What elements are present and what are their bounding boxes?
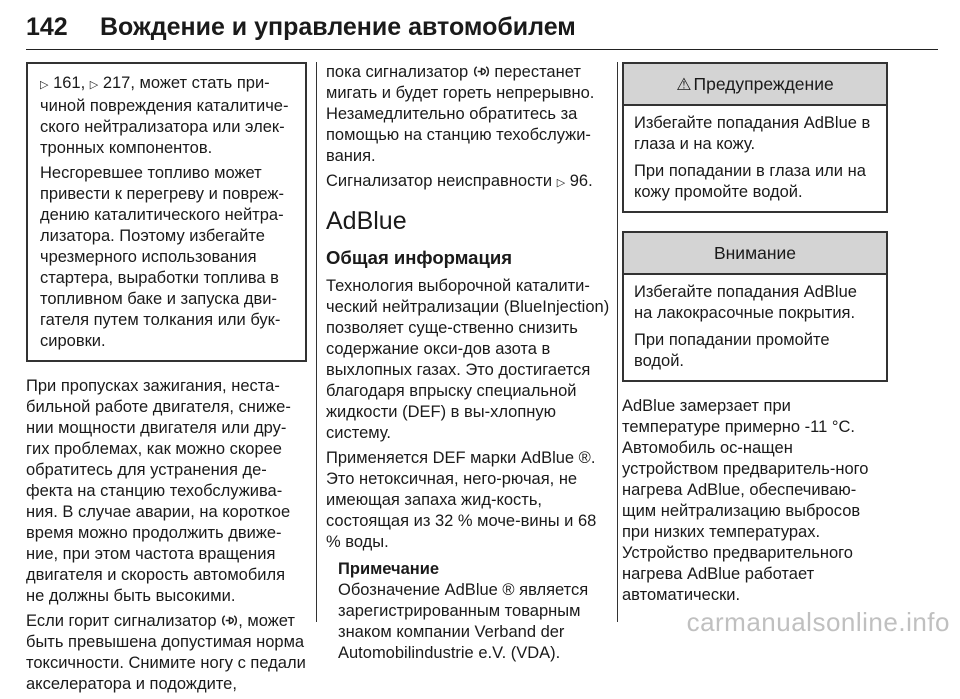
scr-paragraph: Технология выборочной каталити-ческий нейтрализации (BlueInjection) позволяет суще-ственно снизить содержание окси-дов азота в выхлопных газах. Это достигается благодаря впрыску специальной жидкости (DEF) в вы-хлопную систему.: [326, 277, 610, 442]
column-3: [622, 62, 888, 610]
misfire-paragraph: При пропусках зажигания, неста-бильной работе двигателя, сниже-нии мощности двигателя или дру-гих проблемах, как можно скорее обратитесь для устранения де-фекта на станцию техобслужива-ния. В случае аварии, на короткое время можно продолжить движе-ние, при этом частота вращения двигателя и скорость автомобиля не должны быть высокими.: [26, 377, 291, 605]
page-ref-arrow-icon: ▷: [89, 79, 99, 91]
lamp-continue-paragraph: [326, 62, 612, 167]
note-text: Обозначение AdBlue ® является зарегистрированным товарным знаком компании Verband der Automobilindustrie e.V. (VDA).: [338, 581, 589, 662]
box-ref-1: 161,: [53, 74, 90, 92]
continued-warning-box: [26, 62, 307, 362]
warning-box: [622, 62, 888, 213]
page-ref-arrow-icon: ▷: [40, 79, 49, 91]
malfunction-lamp-ref: [326, 171, 612, 194]
column-divider-2: [617, 62, 618, 622]
column-divider-1: [316, 62, 317, 622]
caution-box: [622, 231, 888, 382]
caution-text-1: Избегайте попадания AdBlue на лакокрасочные покрытия.: [634, 283, 857, 322]
lamp-paragraph-end: , может быть превышена допустимая норма токсичности. Снимите ногу с педали акселератора и подождите,: [26, 612, 306, 693]
warning-text-2: При попадании в глаза или на кожу промойте водой.: [634, 162, 866, 201]
warning-triangle-icon: ⚠: [676, 75, 692, 94]
lamp-paragraph: [26, 611, 307, 695]
lamp-paragraph-start: Если горит сигнализатор: [26, 612, 222, 630]
note-heading: Примечание: [338, 560, 440, 578]
caution-body: [624, 275, 886, 380]
caution-text-2: При попадании промойте водой.: [634, 331, 830, 370]
lamp-continue-start: пока сигнализатор: [326, 63, 473, 81]
page-header: [26, 6, 938, 50]
warning-text-1: Избегайте попадания AdBlue в глаза и на кожу.: [634, 114, 871, 153]
page-number: 142: [26, 13, 68, 41]
box-paragraph-2: Несгоревшее топливо может привести к перегреву и повреж-дению каталитического нейтра-лизатора. Поэтому избегайте чрезмерного использования стартера, выработки топлива в топливном баке и запуска дви-гателя путем толкания или бук-сировки.: [40, 164, 284, 350]
warning-title: Предупреждение: [693, 74, 834, 94]
warning-body: [624, 106, 886, 211]
box-paragraph-1: [40, 73, 296, 159]
column-1: [26, 62, 307, 699]
page-ref-arrow-icon: ▷: [556, 177, 566, 189]
catalyst-lamp-icon: [221, 613, 238, 628]
box-text-1: 217, может стать при-чиной повреждения каталитиче-ского нейтрализатора или элек-тронных компонентов.: [40, 74, 289, 157]
caution-header: Внимание: [624, 233, 886, 275]
section-heading-adblue: AdBlue: [326, 207, 407, 235]
lamp-continue-end: перестанет мигать и будет гореть непрерывно. Незамедлительно обратитесь за помощью на станцию техобслужи-вания.: [326, 63, 595, 165]
catalyst-lamp-icon: [473, 64, 490, 79]
malfunction-lamp-text: Сигнализатор неисправности: [326, 172, 557, 190]
watermark: carmanualsonline.info: [686, 607, 950, 637]
column-2: [326, 62, 612, 664]
page-title: Вождение и управление автомобилем: [100, 13, 576, 41]
warning-header: [624, 64, 886, 106]
subsection-heading-general: Общая информация: [326, 247, 512, 268]
freezing-paragraph: AdBlue замерзает при температуре примерно -11 °C. Автомобиль ос-нащен устройством предваритель-ного нагрева AdBlue, обеспечиваю-щим нейтрализацию выбросов при низких температурах. Устройство предварительного нагрева AdBlue работает автоматически.: [622, 397, 869, 604]
malfunction-lamp-page: 96.: [565, 172, 593, 190]
note-block: [326, 559, 612, 664]
def-paragraph: Применяется DEF марки AdBlue ®. Это нетоксичная, него-рючая, не имеющая запаха жид-кость, состоящая из 32 % моче-вины и 68 % воды.: [326, 449, 597, 551]
